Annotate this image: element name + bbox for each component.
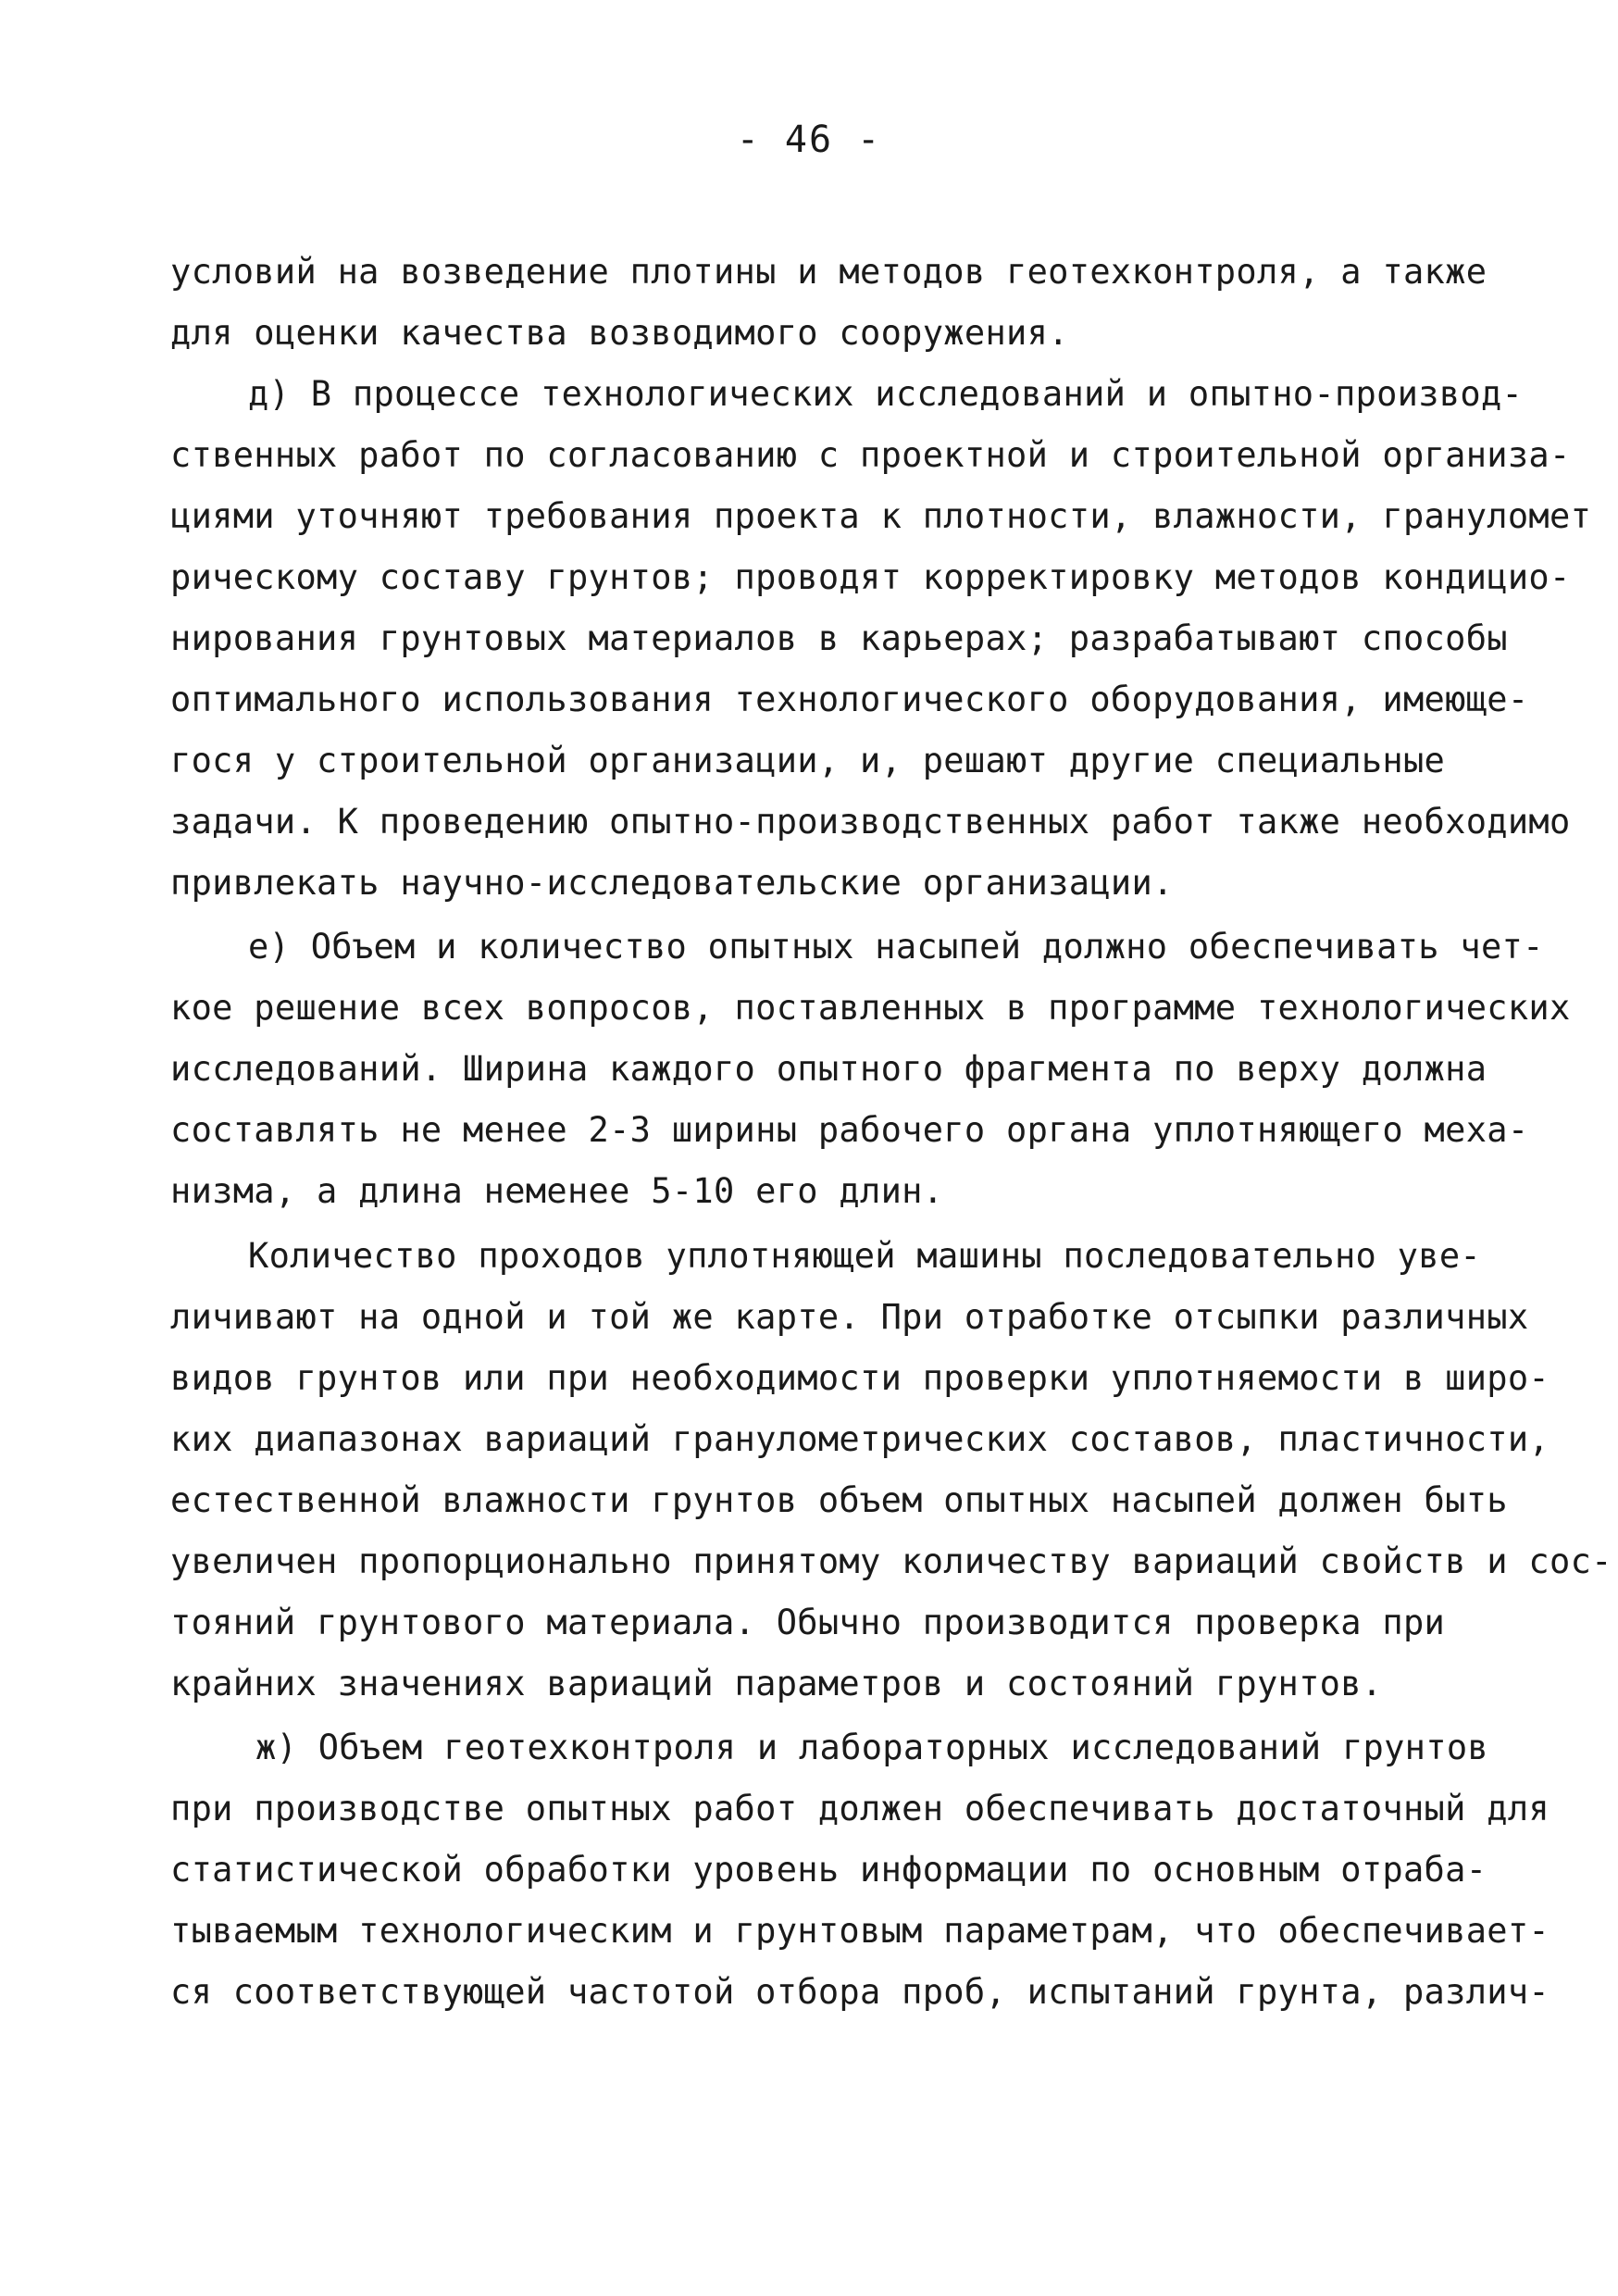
text-line: циями уточняют требования проекта к плотности, влажности, грануломет — [170, 496, 1592, 536]
text-line: крайних значениях вариаций параметров и состояний грунтов. — [170, 1664, 1383, 1703]
paragraph-zh-start: ж) Объем геотехконтроля и лабораторных исследований грунтов — [255, 1728, 1488, 1767]
text-line: нирования грунтовых материалов в карьерах; разрабатывают способы — [170, 618, 1508, 658]
text-line: рическому составу грунтов; проводят корректировку методов кондицио- — [170, 557, 1571, 597]
text-line: увеличен пропорционально принятому количеству вариаций свойств и сос- — [170, 1541, 1612, 1581]
paragraph-e-start: е) Объем и количество опытных насыпей должно обеспечивать чет- — [248, 927, 1544, 967]
text-line: составлять не менее 2-3 ширины рабочего органа уплотняющего меха- — [170, 1110, 1529, 1150]
text-line: ся соответствующей частотой отбора проб, испытаний грунта, различ- — [170, 1972, 1550, 2012]
text-line: низма, а длина неменее 5-10 его длин. — [170, 1171, 944, 1211]
text-line: тояний грунтового материала. Обычно производится проверка при — [170, 1603, 1446, 1642]
paragraph-d-start: д) В процессе технологических исследований и опытно-производ- — [248, 374, 1524, 414]
text-line: видов грунтов или при необходимости проверки уплотняемости в широ- — [170, 1358, 1550, 1398]
paragraph-start: Количество проходов уплотняющей машины последовательно уве- — [248, 1236, 1481, 1276]
text-line: статистической обработки уровень информации по основным отраба- — [170, 1850, 1487, 1890]
text-line: для оценки качества возводимого сооружения. — [170, 313, 1069, 353]
text-line: ких диапазонах вариаций гранулометрических составов, пластичности, — [170, 1419, 1550, 1459]
text-line: естественной влажности грунтов объем опытных насыпей должен быть — [170, 1480, 1508, 1520]
text-line: оптимального использования технологического оборудования, имеюще- — [170, 680, 1529, 719]
text-line: привлекать научно-исследовательские организации. — [170, 863, 1174, 903]
text-line: при производстве опытных работ должен обеспечивать достаточный для — [170, 1789, 1550, 1828]
text-line: тываемым технологическим и грунтовым параметрам, что обеспечивает- — [170, 1911, 1550, 1951]
text-line: условий на возведение плотины и методов геотехконтроля, а также — [170, 252, 1487, 292]
text-line: задачи. К проведению опытно-производственных работ также необходимо — [170, 802, 1571, 842]
text-line: исследований. Ширина каждого опытного фрагмента по верху должна — [170, 1049, 1487, 1089]
text-line: кое решение всех вопросов, поставленных в программе технологических — [170, 988, 1571, 1028]
text-line: ственных работ по согласованию с проектной и строительной организа- — [170, 435, 1571, 475]
text-line: личивают на одной и той же карте. При отработке отсыпки различных — [170, 1297, 1529, 1337]
text-line: гося у строительной организации, и, решают другие специальные — [170, 741, 1446, 780]
page-number: - 46 - — [736, 119, 882, 161]
